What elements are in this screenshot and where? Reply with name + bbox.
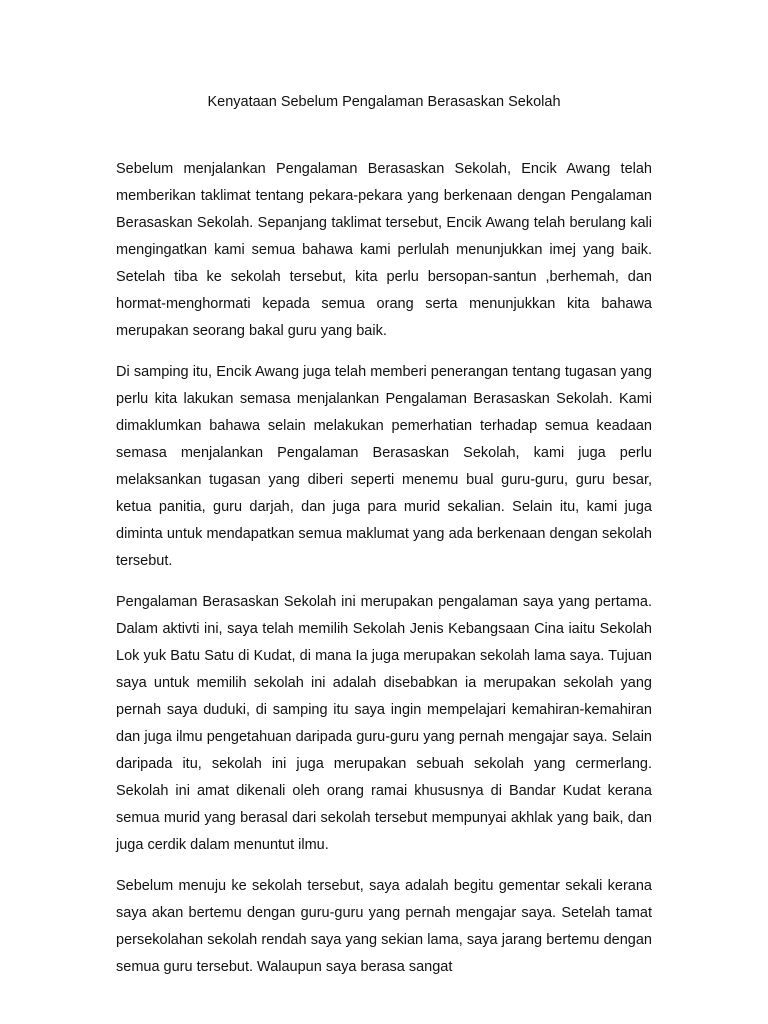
document-title: Kenyataan Sebelum Pengalaman Berasaskan Sekolah xyxy=(207,94,561,110)
paragraph-1: Sebelum menjalankan Pengalaman Berasaskan Sekolah, Encik Awang telah memberikan taklimat tentang pekara-pekara yang berkenaan dengan Pengalaman Berasaskan Sekolah. Sepanjang taklimat tersebut, Encik Awang telah berulang kali mengingatkan kami semua bahawa kami perlulah menunjukkan imej yang baik. Setelah tiba ke sekolah tersebut, kita perlu bersopan-santun ,berhemah, dan hormat-menghormati kepada semua orang serta menunjukkan kita bahawa merupakan seorang bakal guru yang baik. xyxy=(116,161,652,339)
document-body xyxy=(116,156,652,995)
paragraph-4: Sebelum menuju ke sekolah tersebut, saya adalah begitu gementar sekali kerana saya akan bertemu dengan guru-guru yang pernah mengajar saya. Setelah tamat persekolahan sekolah rendah saya yang sekian lama, saya jarang bertemu dengan semua guru tersebut. Walaupun saya berasa sangat xyxy=(116,878,652,975)
paragraph-2: Di samping itu, Encik Awang juga telah memberi penerangan tentang tugasan yang perlu kita lakukan semasa menjalankan Pengalaman Berasaskan Sekolah. Kami dimaklumkan bahawa selain melakukan pemerhatian terhadap semua keadaan semasa menjalankan Pengalaman Berasaskan Sekolah, kami juga perlu melaksankan tugasan yang diberi seperti menemu bual guru-guru, guru besar, ketua panitia, guru darjah, dan juga para murid sekalian. Selain itu, kami juga diminta untuk mendapatkan semua maklumat yang ada berkenaan dengan sekolah tersebut. xyxy=(116,364,652,569)
paragraph-3: Pengalaman Berasaskan Sekolah ini merupakan pengalaman saya yang pertama. Dalam aktivti ini, saya telah memilih Sekolah Jenis Kebangsaan Cina iaitu Sekolah Lok yuk Batu Satu di Kudat, di mana Ia juga merupakan sekolah lama saya. Tujuan saya untuk memilih sekolah ini adalah disebabkan ia merupakan sekolah yang pernah saya duduki, di samping itu saya ingin mempelajari kemahiran-kemahiran dan juga ilmu pengetahuan daripada guru-guru yang pernah mengajar saya. Selain daripada itu, sekolah ini juga merupakan sebuah sekolah yang cermerlang. Sekolah ini amat dikenali oleh orang ramai khususnya di Bandar Kudat kerana semua murid yang berasal dari sekolah tersebut mempunyai akhlak yang baik, dan juga cerdik dalam menuntut ilmu. xyxy=(116,594,652,853)
